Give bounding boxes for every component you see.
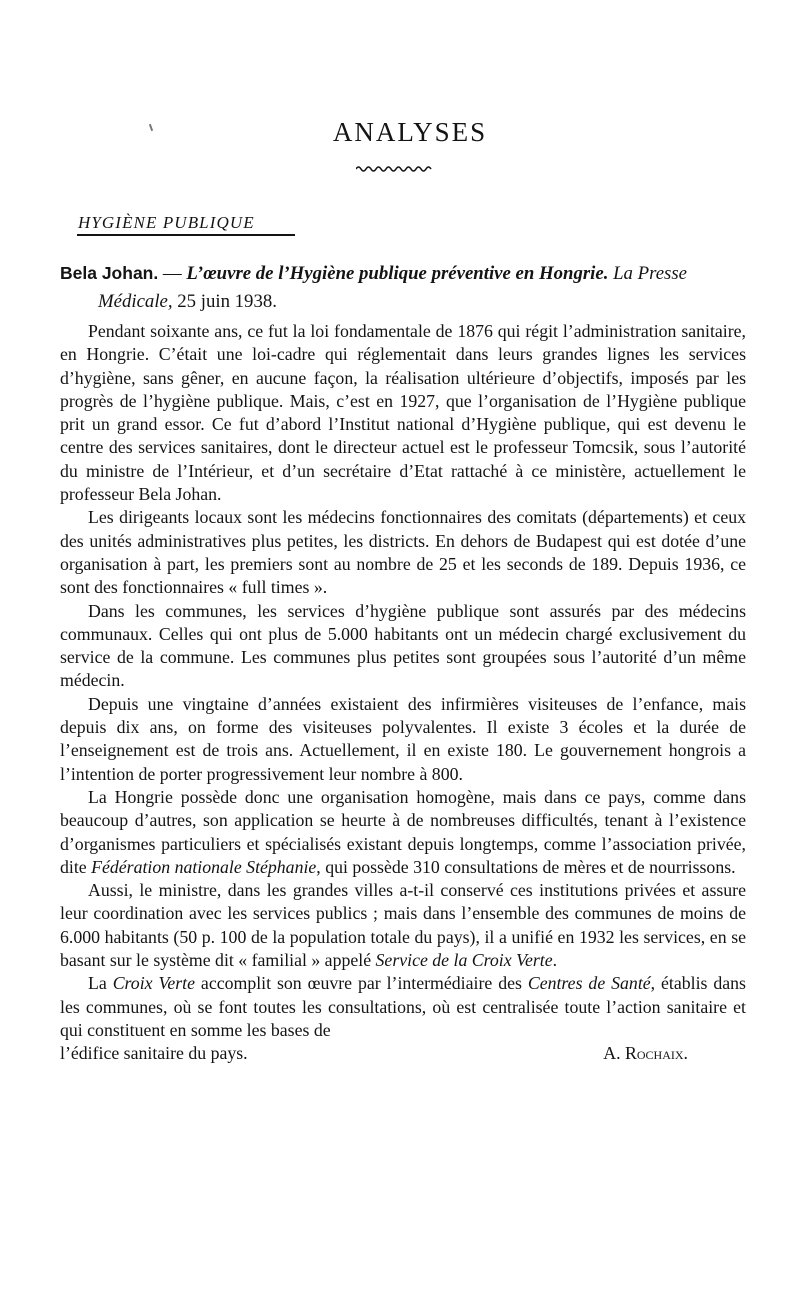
- paragraph-7: [60, 972, 746, 1042]
- article-citation: [60, 259, 746, 316]
- abstract-body: [60, 320, 746, 1066]
- paragraph-7-text-c: , établis dans les communes, où se font toutes les consultations, où est centralisée toute l’action sanitaire et qui constituent en somme les bases de: [60, 973, 746, 1040]
- rubric-heading: HYGIÈNE PUBLIQUE: [78, 213, 255, 232]
- citation-author: Bela Johan.: [60, 263, 159, 283]
- wavy-rule-ornament: [356, 164, 432, 174]
- paragraph-7-text-b: accomplit son œuvre par l’intermédiaire des: [195, 973, 528, 994]
- citation-title: L’œuvre de l’Hygiène publique préventive en Hongrie.: [186, 263, 609, 284]
- paragraph-1: Pendant soixante ans, ce fut la loi fondamentale de 1876 qui régit l’administration sanitaire, en Hongrie. C’était une loi-cadre qui réglementait dans leurs grandes lignes les services d’hygiène, sans gêner, en aucune façon, la réalisation ultérieure d’objectifs, imposés par les progrès de l’hygiène publique. Mais, c’est en 1927, que l’organisation de l’Hygiène publique prit un grand essor. Ce fut d’abord l’Institut national d’Hygiène publique, qui est devenu le centre des services sanitaires, dont le directeur actuel est le professeur Tomcsik, sous l’autorité du ministre de l’Intérieur, et d’un secrétaire d’Etat rattaché à ce ministère, actuellement le professeur Bela Johan.: [60, 321, 746, 505]
- paragraph-6-text-b: .: [552, 950, 558, 971]
- paragraph-7-emphasis-1: Croix Verte: [112, 973, 195, 994]
- paragraph-6-emphasis: Service de la Croix Verte: [375, 950, 553, 971]
- paragraph-2: Les dirigeants locaux sont les médecins fonctionnaires des comitats (départements) et ceux des unités administratives plus petites, les districts. En dehors de Budapest qui est dotée d’une organisation à part, les premiers sont au nombre de 25 et les seconds de 189. Depuis 1936, ce sont des fonctionnaires « full times ».: [60, 507, 746, 598]
- paragraph-7-emphasis-2: Centres de Santé: [527, 973, 651, 994]
- paragraph-5-text-a: La Hongrie possède donc une organisation homogène, mais dans ce pays, comme dans beaucoup d’autres, son application se heurte à de nombreuses difficultés, tenant à l’existence d’organismes particuliers et spécialisés existant depuis longtemps, comme l’association privée, dite: [60, 786, 746, 877]
- rubric-underline: [77, 234, 295, 236]
- section-title: ANALYSES: [332, 117, 488, 147]
- citation-separator: —: [158, 263, 187, 284]
- closing-line: [60, 1042, 746, 1065]
- citation-date: 25 juin 1938.: [172, 291, 277, 312]
- paragraph-3: Dans les communes, les services d’hygiène publique sont assurés par des médecins communaux. Celles qui ont plus de 5.000 habitants ont un médecin chargé exclusivement du service de la commune. Les communes plus petites sont groupées sous l’autorité d’un même médecin.: [60, 600, 746, 691]
- paragraph-4: Depuis une vingtaine d’années existaient des infirmières visiteuses de l’enfance, mais depuis dix ans, on forme des visiteuses polyvalentes. Il existe 3 écoles et la durée de l’enseignement est de trois ans. Actuellement, il en existe 180. Le gouvernement hongrois a l’intention de porter progressivement leur nombre à 800.: [60, 693, 746, 784]
- paragraph-5-text-b: , qui possède 310 consultations de mères et de nourrissons.: [316, 856, 736, 877]
- paragraph-5: [60, 786, 746, 879]
- paragraph-5-emphasis: Fédération nationale Stéphanie: [91, 856, 317, 877]
- paragraph-6: [60, 879, 746, 972]
- author-signature: A. Rochaix.: [603, 1043, 688, 1064]
- paragraph-7-last-line: l’édifice sanitaire du pays.: [60, 1043, 248, 1064]
- citation-journal: La Presse Médicale,: [98, 263, 688, 312]
- paragraph-6-text-a: Aussi, le ministre, dans les grandes villes a-t-il conservé ces institutions privées et assure leur coordination avec les services publics ; mais dans l’ensemble des communes de moins de 6.000 habitants (50 p. 100 de la population totale du pays), il a unifié en 1932 les services, en se basant sur le système dit « familial » appelé: [60, 880, 746, 971]
- paragraph-7-text-a: La: [88, 973, 113, 994]
